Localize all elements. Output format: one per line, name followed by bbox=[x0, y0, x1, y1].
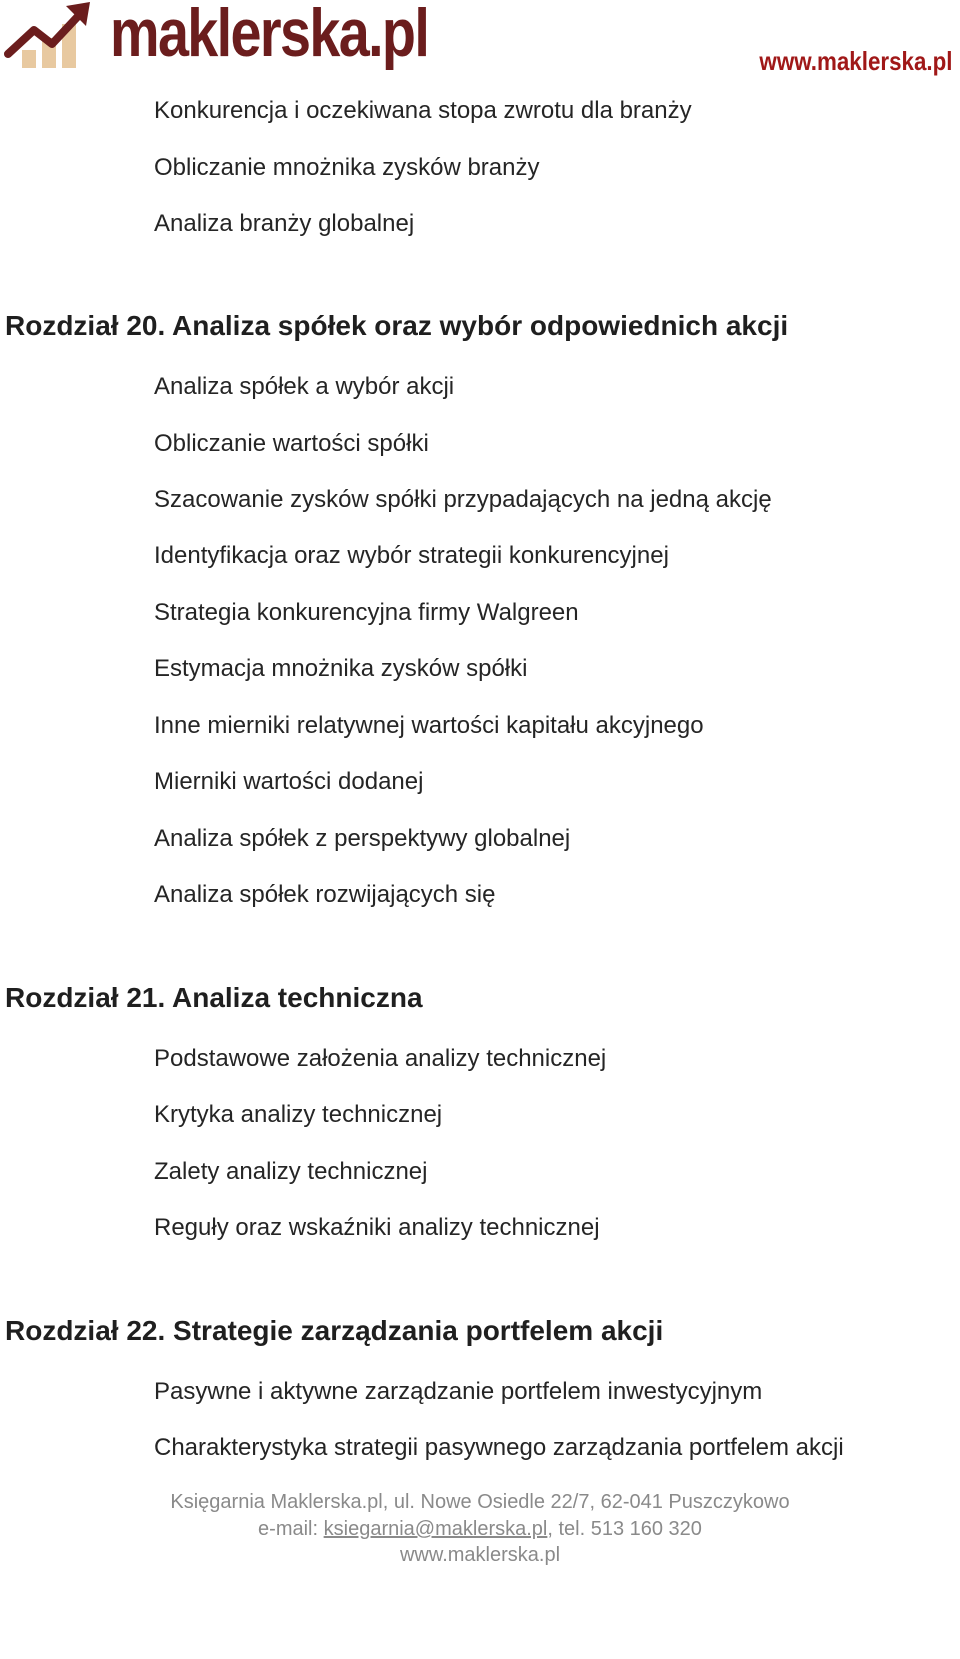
toc-item: Analiza branży globalnej bbox=[154, 210, 415, 237]
toc-item: Konkurencja i oczekiwana stopa zwrotu dla branży bbox=[154, 97, 692, 124]
footer-phone: , tel. 513 160 320 bbox=[547, 1518, 702, 1540]
toc-item: Charakterystyka strategii pasywnego zarządzania portfelem akcji bbox=[154, 1434, 844, 1461]
toc-item: Analiza spółek z perspektywy globalnej bbox=[154, 825, 571, 852]
site-url-header[interactable]: www.maklerska.pl bbox=[758, 46, 952, 76]
toc-item: Zalety analizy technicznej bbox=[154, 1158, 428, 1185]
toc-item: Szacowanie zysków spółki przypadających na jedną akcję bbox=[154, 486, 772, 513]
footer-address: Księgarnia Maklerska.pl, ul. Nowe Osiedle 22/7, 62-041 Puszczykowo bbox=[170, 1491, 790, 1513]
footer-email-link[interactable]: ksiegarnia@maklerska.pl bbox=[323, 1518, 548, 1540]
toc-item: Inne mierniki relatywnej wartości kapitału akcyjnego bbox=[154, 712, 704, 739]
footer-contact bbox=[0, 1518, 960, 1541]
toc-item: Identyfikacja oraz wybór strategii konkurencyjnej bbox=[154, 542, 669, 569]
toc-item: Reguły oraz wskaźniki analizy technicznej bbox=[154, 1214, 600, 1241]
chart-arrow-up-icon bbox=[4, 0, 94, 72]
toc-item: Obliczanie mnożnika zysków branży bbox=[154, 154, 540, 181]
chapter-heading: Rozdział 20. Analiza spółek oraz wybór odpowiednich akcji bbox=[5, 310, 789, 341]
toc-item: Obliczanie wartości spółki bbox=[154, 430, 429, 457]
footer-email-label: e-mail: bbox=[258, 1518, 324, 1540]
toc-item: Mierniki wartości dodanej bbox=[154, 768, 424, 795]
toc-item: Analiza spółek rozwijających się bbox=[154, 881, 496, 908]
toc-item: Strategia konkurencyjna firmy Walgreen bbox=[154, 599, 579, 626]
footer-url[interactable]: www.maklerska.pl bbox=[399, 1544, 561, 1566]
toc-item: Pasywne i aktywne zarządzanie portfelem inwestycyjnym bbox=[154, 1378, 763, 1405]
toc-item: Krytyka analizy technicznej bbox=[154, 1101, 443, 1128]
chapter-heading: Rozdział 22. Strategie zarządzania portfelem akcji bbox=[5, 1315, 664, 1346]
site-logo: maklerska.pl bbox=[110, 0, 429, 71]
toc-item: Podstawowe założenia analizy technicznej bbox=[154, 1045, 607, 1072]
chapter-heading: Rozdział 21. Analiza techniczna bbox=[5, 982, 423, 1013]
toc-item: Estymacja mnożnika zysków spółki bbox=[154, 655, 528, 682]
toc-item: Analiza spółek a wybór akcji bbox=[154, 373, 455, 400]
